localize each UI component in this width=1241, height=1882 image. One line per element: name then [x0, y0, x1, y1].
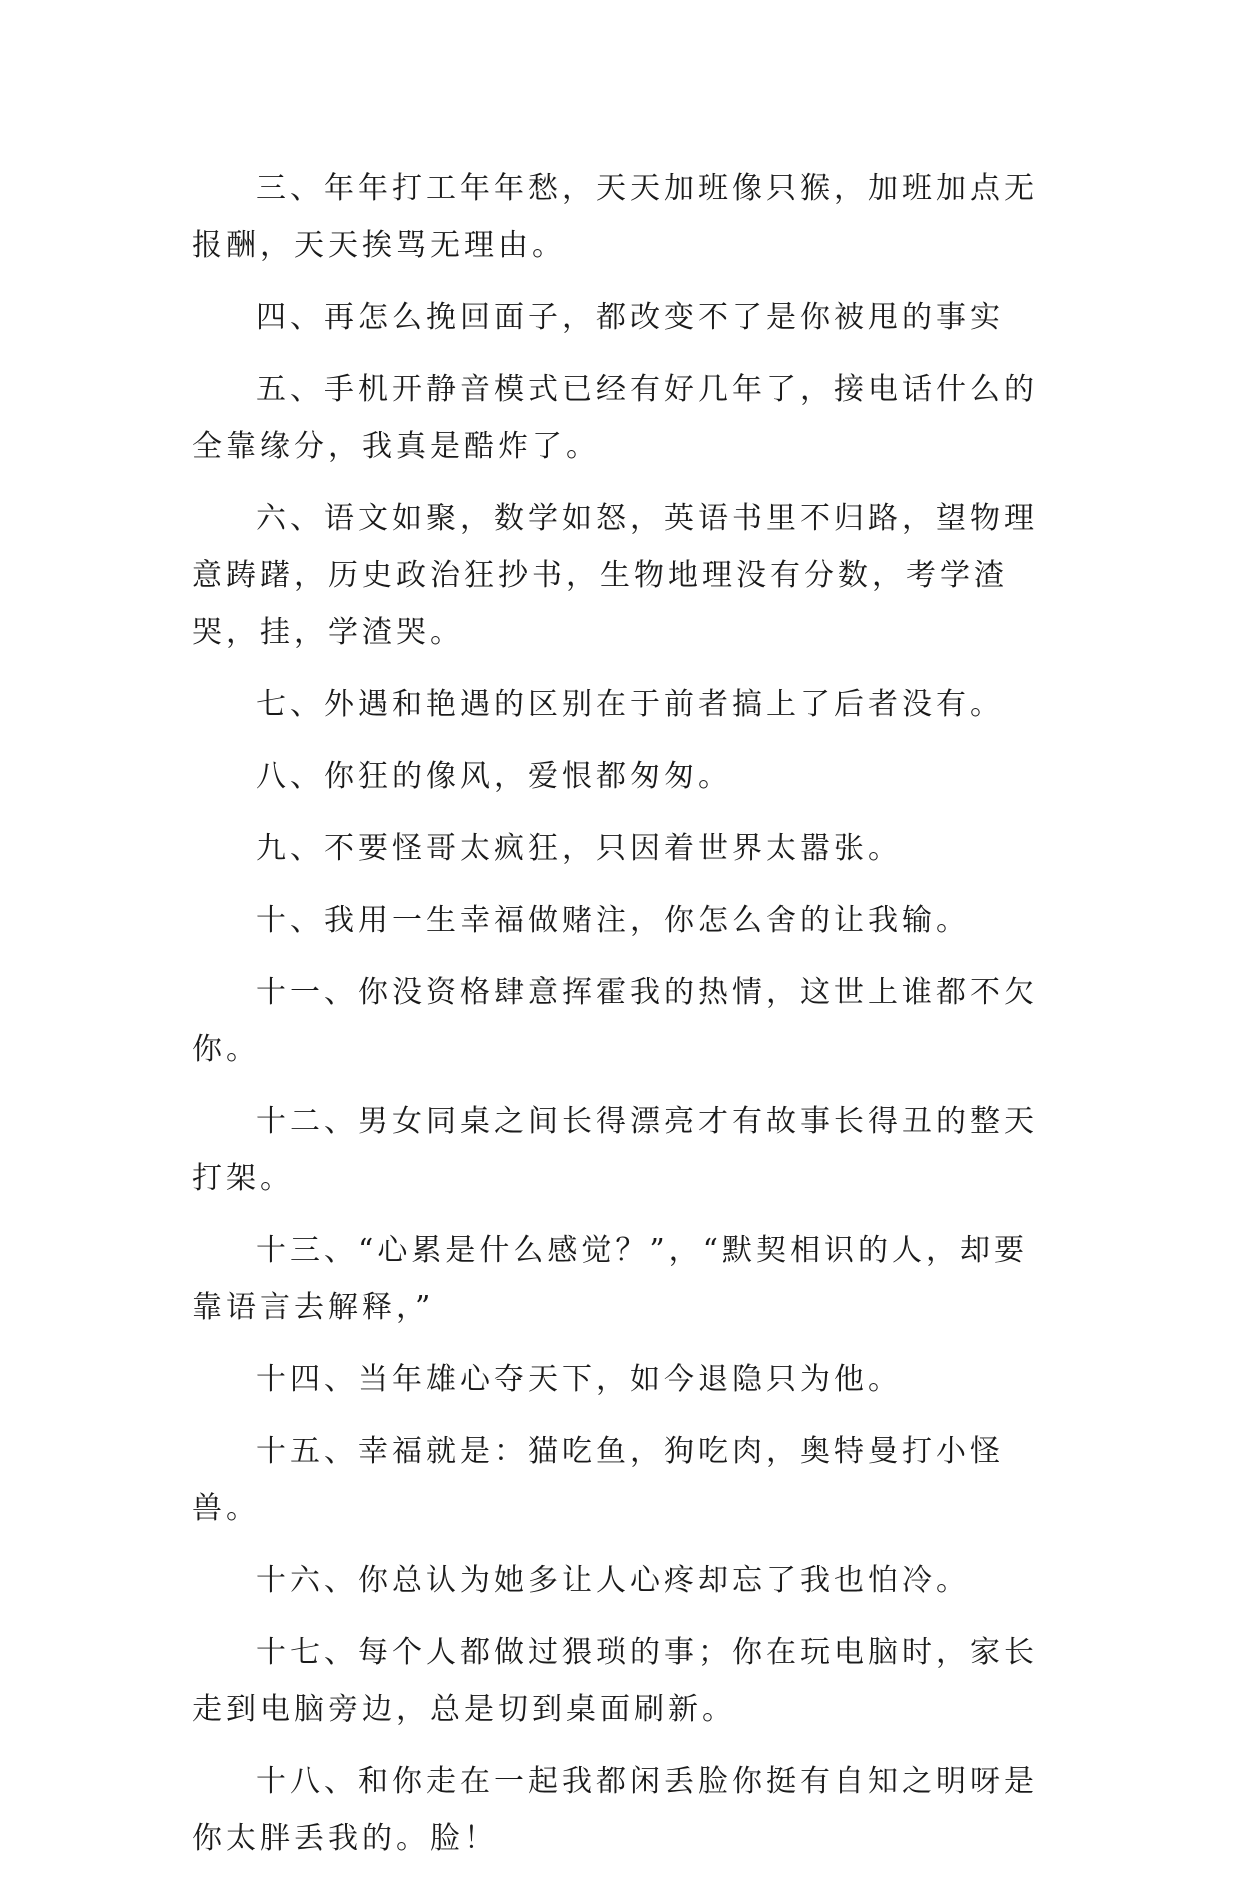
- paragraph-9: 九、不要怪哥太疯狂，只因着世界太嚣张。: [256, 831, 902, 866]
- paragraph-5: 五、手机开静音模式已经有好几年了，接电话什么的全靠缘分，我真是酷炸了。: [192, 372, 1038, 464]
- paragraph-16: 十六、你总认为她多让人心疼却忘了我也怕冷。: [256, 1563, 970, 1598]
- document-body: [192, 160, 1052, 1882]
- paragraph-15: 十五、幸福就是：猫吃鱼，狗吃肉，奥特曼打小怪兽。: [192, 1434, 1004, 1526]
- paragraph-14: 十四、当年雄心夺天下，如今退隐只为他。: [256, 1362, 902, 1397]
- paragraph-11: 十一、你没资格肆意挥霍我的热情，这世上谁都不欠你。: [192, 975, 1038, 1067]
- paragraph-4: 四、再怎么挽回面子，都改变不了是你被甩的事实: [256, 300, 1004, 335]
- paragraph-17: 十七、每个人都做过猥琐的事；你在玩电脑时，家长走到电脑旁边，总是切到桌面刷新。: [192, 1635, 1038, 1727]
- paragraph-3: 三、年年打工年年愁，天天加班像只猴，加班加点无报酬，天天挨骂无理由。: [192, 171, 1038, 263]
- paragraph-8: 八、你狂的像风，爱恨都匆匆。: [256, 759, 732, 794]
- paragraph-6: 六、语文如聚，数学如怒，英语书里不归路，望物理意踌躇，历史政治狂抄书，生物地理没有分数，考学渣哭，挂，学渣哭。: [192, 501, 1038, 650]
- paragraph-12: 十二、男女同桌之间长得漂亮才有故事长得丑的整天打架。: [192, 1104, 1038, 1196]
- paragraph-10: 十、我用一生幸福做赌注，你怎么舍的让我输。: [256, 903, 970, 938]
- paragraph-18: 十八、和你走在一起我都闲丢脸你挺有自知之明呀是你太胖丢我的。脸！: [192, 1764, 1038, 1856]
- paragraph-13: 十三、“心累是什么感觉？”，“默契相识的人，却要靠语言去解释，”: [192, 1233, 1029, 1325]
- paragraph-7: 七、外遇和艳遇的区别在于前者搞上了后者没有。: [256, 687, 1004, 722]
